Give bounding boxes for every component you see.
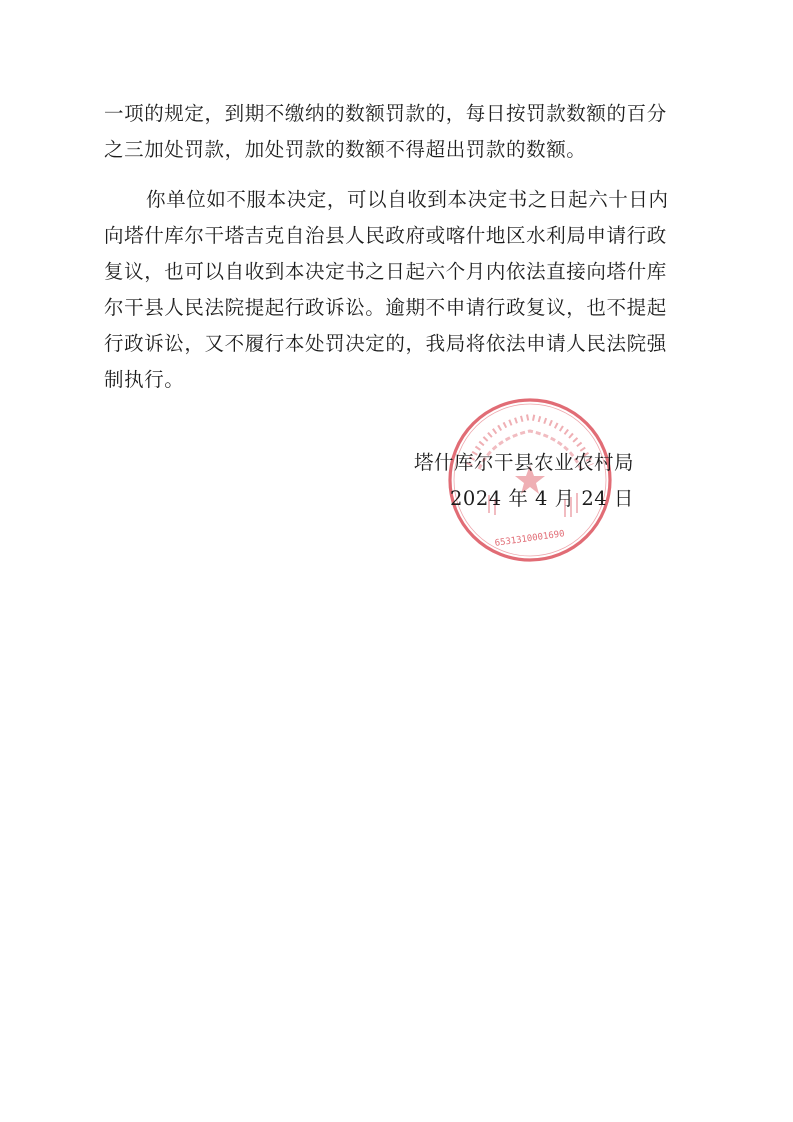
text-line: 向塔什库尔干塔吉克自治县人民政府或喀什地区水利局申请行政 bbox=[104, 224, 667, 247]
text-line: 制执行。 bbox=[104, 368, 185, 391]
paragraph-appeal-rights bbox=[104, 182, 704, 398]
signature-block bbox=[406, 445, 706, 517]
paragraph-penalty-terms bbox=[104, 96, 704, 168]
text-line: 行政诉讼，又不履行本处罚决定的，我局将依法申请人民法院强 bbox=[104, 332, 667, 355]
seal-code-text: 6531310001690 bbox=[494, 529, 566, 549]
issue-date: 2024 年 4 月 24 日 bbox=[450, 487, 634, 510]
text-line: 之三加处罚款，加处罚款的数额不得超出罚款的数额。 bbox=[104, 138, 587, 161]
text-line: 你单位如不服本决定，可以自收到本决定书之日起六十日内 bbox=[146, 188, 669, 211]
issuing-organization: 塔什库尔干县农业农村局 bbox=[414, 451, 635, 474]
text-line: 尔干县人民法院提起行政诉讼。逾期不申请行政复议，也不提起 bbox=[104, 296, 667, 319]
text-line: 一项的规定，到期不缴纳的数额罚款的，每日按罚款数额的百分 bbox=[104, 102, 667, 125]
text-line: 复议，也可以自收到本决定书之日起六个月内依法直接向塔什库 bbox=[104, 260, 667, 283]
